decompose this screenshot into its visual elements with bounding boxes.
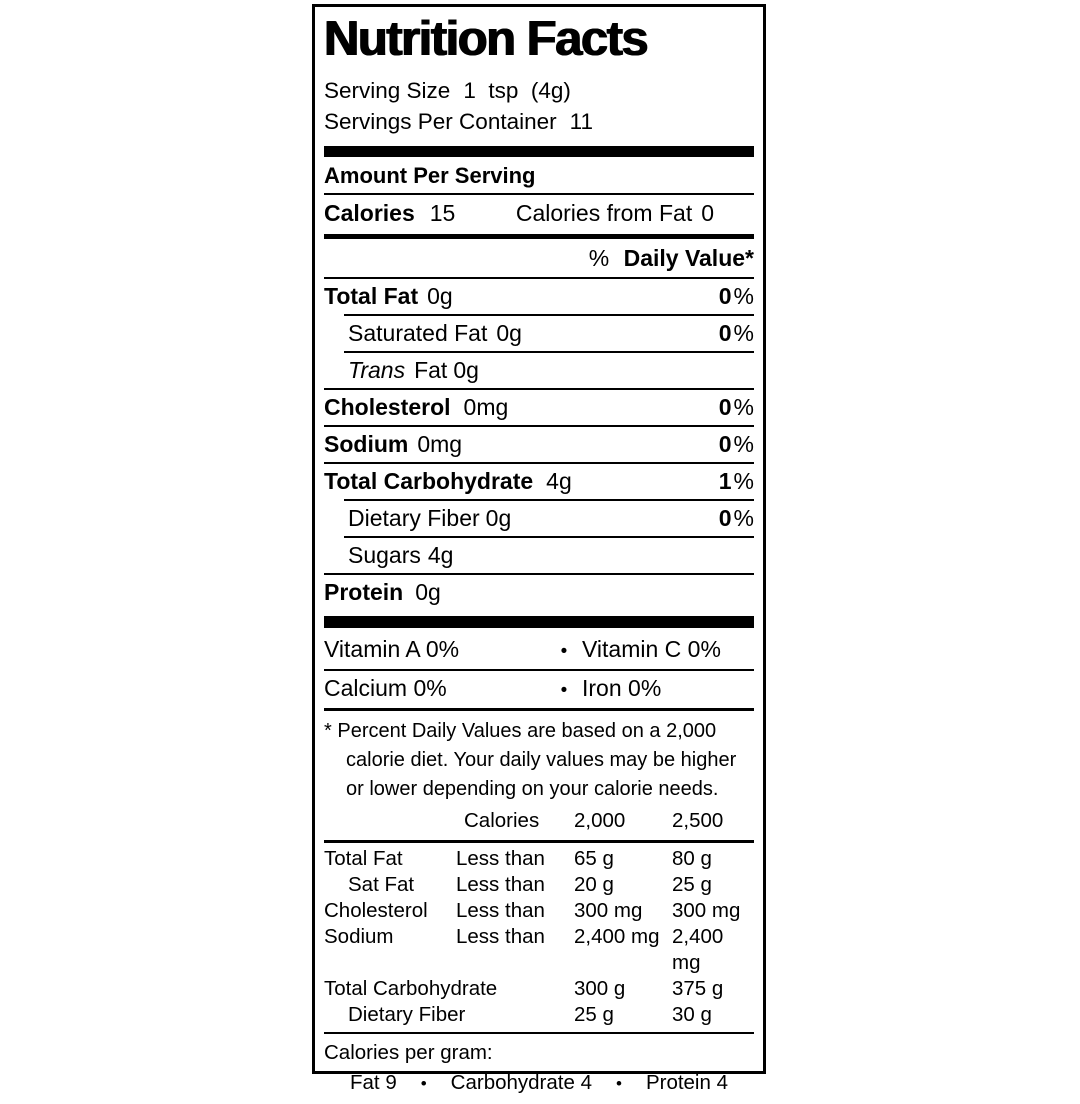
footnote-row-total-carbohydrate	[324, 976, 754, 1002]
row-qualifier: Less than	[456, 898, 545, 922]
nutrient-name: Sugars	[348, 541, 421, 568]
calories-from-fat-label: Calories from Fat	[515, 199, 693, 226]
calories-row	[324, 195, 754, 234]
nutrient-row-trans-fat	[324, 353, 754, 388]
nutrient-amount: 0g	[453, 356, 479, 383]
row-qualifier: Less than	[456, 872, 545, 896]
bullet-separator: •	[420, 1073, 427, 1093]
daily-value-percent: 0 %	[718, 393, 754, 420]
row-2500-value: 25 g	[672, 872, 712, 896]
calories-from-fat	[516, 200, 714, 227]
row-qualifier: Less than	[456, 846, 545, 870]
row-name: Dietary Fiber	[348, 1002, 466, 1026]
calories-from-fat-value: 0	[701, 199, 714, 226]
nutrient-row-sodium	[324, 427, 754, 462]
row-2000-value: 20 g	[574, 872, 614, 896]
footnote-row-total-fat	[324, 846, 754, 872]
bullet-separator: •	[560, 679, 568, 701]
bullet-separator: •	[560, 640, 568, 662]
nutrient-amount: 0mg	[463, 393, 509, 420]
row-name: Total Carbohydrate	[324, 976, 498, 1000]
nutrient-row-cholesterol	[324, 390, 754, 425]
thick-divider-bar	[324, 146, 754, 157]
header-2000: 2,000	[574, 808, 626, 832]
nutrient-name: Total Fat	[324, 282, 419, 309]
nutrient-amount: 0g	[415, 578, 441, 605]
nutrient-row-protein	[324, 575, 754, 610]
nutrient-amount: 0mg	[417, 430, 463, 457]
calcium-value: Calcium 0%	[324, 674, 447, 701]
daily-value-percent: 0 %	[718, 430, 754, 457]
bullet-separator: •	[615, 1073, 622, 1093]
iron-value: Iron 0%	[582, 674, 662, 701]
daily-value-header	[324, 239, 754, 277]
footnote-row-dietary-fiber	[324, 1002, 754, 1028]
nutrient-name: Dietary Fiber	[348, 504, 480, 531]
nutrient-row-dietary-fiber	[324, 501, 754, 536]
serving-size-row	[324, 75, 754, 106]
serving-size-value: 1 tsp (4g)	[463, 77, 571, 103]
row-2000-value: 300 g	[574, 976, 626, 1000]
asterisk: *	[324, 719, 332, 742]
row-2500-value: 2,400 mg	[672, 924, 724, 974]
row-2000-value: 25 g	[574, 1002, 614, 1026]
row-2500-value: 375 g	[672, 976, 724, 1000]
footnote-row-cholesterol	[324, 898, 754, 924]
servings-per-container-value: 11	[569, 108, 593, 134]
daily-value-percent: 0 %	[718, 504, 754, 531]
calories-value: 15	[429, 199, 456, 226]
calories-label: Calories	[324, 199, 415, 226]
serving-size-label: Serving Size	[324, 77, 451, 103]
vitamin-a-value: Vitamin A 0%	[324, 635, 460, 662]
fat-per-gram: Fat 9	[350, 1070, 397, 1094]
amount-per-serving-heading: Amount Per Serving	[324, 162, 536, 188]
daily-values-footnote	[324, 711, 754, 804]
servings-per-container-label: Servings Per Container	[324, 108, 557, 134]
footnote-text: * Percent Daily Values are based on a 2,000 calorie diet. Your daily values may be higher or lower depending on your calorie needs.	[324, 719, 737, 800]
calories-per-gram-values	[324, 1067, 754, 1104]
daily-value-percent: 0 %	[718, 319, 754, 346]
daily-value-percent: 1 %	[718, 467, 754, 494]
row-2500-value: 80 g	[672, 846, 712, 870]
nutrient-name: Protein	[324, 578, 404, 605]
vitamin-row-a-c	[324, 628, 754, 669]
nutrient-row-sugars	[324, 538, 754, 573]
row-name: Cholesterol	[324, 898, 428, 922]
nutrient-name: Saturated Fat	[348, 319, 488, 346]
row-2000-value: 2,400 mg	[574, 924, 660, 948]
calories-per-gram-label: Calories per gram:	[324, 1040, 493, 1064]
nutrient-name: Fat	[414, 356, 448, 383]
header-calories: Calories	[464, 808, 540, 832]
row-2000-value: 65 g	[574, 846, 614, 870]
thick-divider-bar	[324, 616, 754, 628]
vitamin-c-value: Vitamin C 0%	[582, 635, 721, 662]
row-name: Sat Fat	[348, 872, 415, 896]
nutrient-row-total-carbohydrate	[324, 464, 754, 499]
daily-value-percent: 0 %	[718, 282, 754, 309]
label-title: Nutrition Facts	[324, 12, 648, 66]
vitamin-row-calcium-iron	[324, 671, 754, 708]
row-name: Total Fat	[324, 846, 403, 870]
nutrient-name-italic: Trans	[348, 356, 406, 383]
nutrient-row-saturated-fat	[324, 316, 754, 351]
row-2000-value: 300 mg	[574, 898, 643, 922]
footnote-row-sat-fat	[324, 872, 754, 898]
nutrient-amount: 0g	[427, 282, 453, 309]
header-2500: 2,500	[672, 808, 724, 832]
servings-per-container-row	[324, 106, 754, 137]
nutrient-amount: 4g	[427, 541, 454, 568]
protein-per-gram: Protein 4	[645, 1070, 728, 1094]
percent-sign: %	[588, 244, 610, 271]
nutrient-amount: 0g	[485, 504, 512, 531]
nutrient-row-total-fat	[324, 279, 754, 314]
nutrient-name: Cholesterol	[324, 393, 451, 420]
nutrient-amount: 0g	[496, 319, 522, 346]
carbohydrate-per-gram: Carbohydrate 4	[450, 1070, 592, 1094]
row-2500-value: 300 mg	[672, 898, 741, 922]
nutrient-name: Sodium	[324, 430, 409, 457]
nutrition-facts-label	[312, 4, 766, 1094]
nutrient-amount: 4g	[546, 467, 572, 494]
row-name: Sodium	[324, 924, 394, 948]
footnote-table	[324, 843, 754, 1032]
row-2500-value: 30 g	[672, 1002, 712, 1026]
footnote-table-header	[324, 804, 754, 840]
footnote-row-sodium	[324, 924, 754, 976]
row-qualifier: Less than	[456, 924, 545, 948]
daily-value-header-label: Daily Value*	[623, 244, 754, 271]
nutrient-name: Total Carbohydrate	[324, 467, 534, 494]
